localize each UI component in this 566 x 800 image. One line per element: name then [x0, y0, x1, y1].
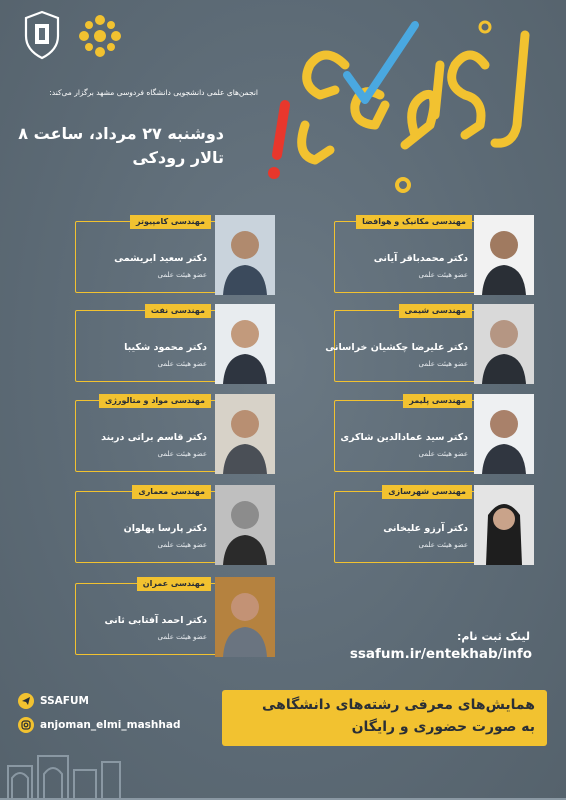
event-banner — [222, 690, 547, 746]
field-badge: مهندسی پلیمر — [403, 394, 472, 408]
speaker-name: دکتر محمود شکیبا — [124, 342, 207, 353]
instagram-handle: anjoman_elmi_mashhad — [40, 719, 181, 731]
speaker-role: عضو هیئت علمی — [418, 541, 468, 549]
speaker-role: عضو هیئت علمی — [157, 541, 207, 549]
speaker-role: عضو هیئت علمی — [418, 450, 468, 458]
banner-line1: همایش‌های معرفی رشته‌های دانشگاهی — [261, 697, 535, 713]
speaker-name: دکتر احمد آفتابی ثانی — [104, 615, 207, 626]
title-art — [255, 5, 555, 195]
speaker-name: دکتر علیرضا چکشیان خراسانی — [325, 342, 468, 353]
field-badge: مهندسی شهرسازی — [382, 485, 472, 499]
social-links — [18, 692, 218, 742]
speaker-name: دکتر سعید ابریشمی — [114, 253, 207, 264]
registration-label: لینک ثبت نام: — [456, 630, 530, 643]
ferdowsi-university-logo — [20, 10, 64, 60]
speaker-card — [75, 394, 275, 474]
speaker-role: عضو هیئت علمی — [157, 271, 207, 279]
bottom-architecture-decoration — [0, 752, 566, 800]
speaker-role: عضو هیئت علمی — [157, 633, 207, 641]
banner-line2: به صورت حضوری و رایگان — [351, 719, 535, 735]
field-badge: مهندسی مکانیک و هوافضا — [356, 215, 472, 229]
speaker-card — [75, 577, 275, 657]
instagram-icon — [18, 717, 34, 733]
field-badge: مهندسی عمران — [137, 577, 211, 591]
speaker-role: عضو هیئت علمی — [418, 271, 468, 279]
speaker-card — [75, 304, 275, 384]
instagram-link[interactable] — [18, 716, 180, 734]
university-logos — [20, 10, 130, 80]
speaker-photo — [215, 215, 275, 295]
speaker-role: عضو هیئت علمی — [157, 360, 207, 368]
speaker-card — [325, 304, 534, 384]
speaker-photo — [215, 394, 275, 474]
speaker-card — [75, 485, 275, 565]
speaker-role: عضو هیئت علمی — [157, 450, 207, 458]
speaker-photo — [215, 304, 275, 384]
field-badge: مهندسی مواد و متالورژی — [99, 394, 211, 408]
telegram-icon — [18, 693, 34, 709]
telegram-handle: SSAFUM — [40, 695, 89, 707]
event-venue: تالار رودکی — [132, 148, 224, 167]
telegram-link[interactable] — [18, 692, 89, 710]
speaker-photo — [215, 577, 275, 657]
speaker-photo — [474, 485, 534, 565]
speaker-name: دکتر پارسا پهلوان — [123, 523, 207, 534]
speaker-name: دکتر سید عمادالدین شاکری — [340, 432, 468, 443]
registration-link[interactable]: ssafum.ir/entekhab/info — [349, 646, 532, 662]
event-date: دوشنبه ۲۷ مرداد، ساعت ۸ — [18, 124, 224, 143]
speaker-photo — [215, 485, 275, 565]
speaker-role: عضو هیئت علمی — [418, 360, 468, 368]
speaker-name: دکتر آرزو علیخانی — [383, 523, 468, 534]
speaker-card — [75, 215, 275, 295]
field-badge: مهندسی معماری — [132, 485, 211, 499]
field-badge: مهندسی نفت — [145, 304, 211, 318]
student-associations-logo — [74, 10, 126, 62]
speaker-card — [334, 394, 534, 474]
speaker-card — [334, 485, 534, 565]
speaker-photo — [474, 394, 534, 474]
speaker-card — [334, 215, 534, 295]
speaker-photo — [474, 304, 534, 384]
organizer-line: انجمن‌های علمی دانشجویی دانشگاه فردوسی مشهد برگزار می‌کند: — [49, 88, 258, 97]
field-badge: مهندسی کامپیوتر — [130, 215, 211, 229]
speaker-name: دکتر قاسم براتی دربند — [101, 432, 207, 443]
speaker-name: دکتر محمدباقر آیانی — [373, 253, 468, 264]
speaker-photo — [474, 215, 534, 295]
field-badge: مهندسی شیمی — [399, 304, 472, 318]
